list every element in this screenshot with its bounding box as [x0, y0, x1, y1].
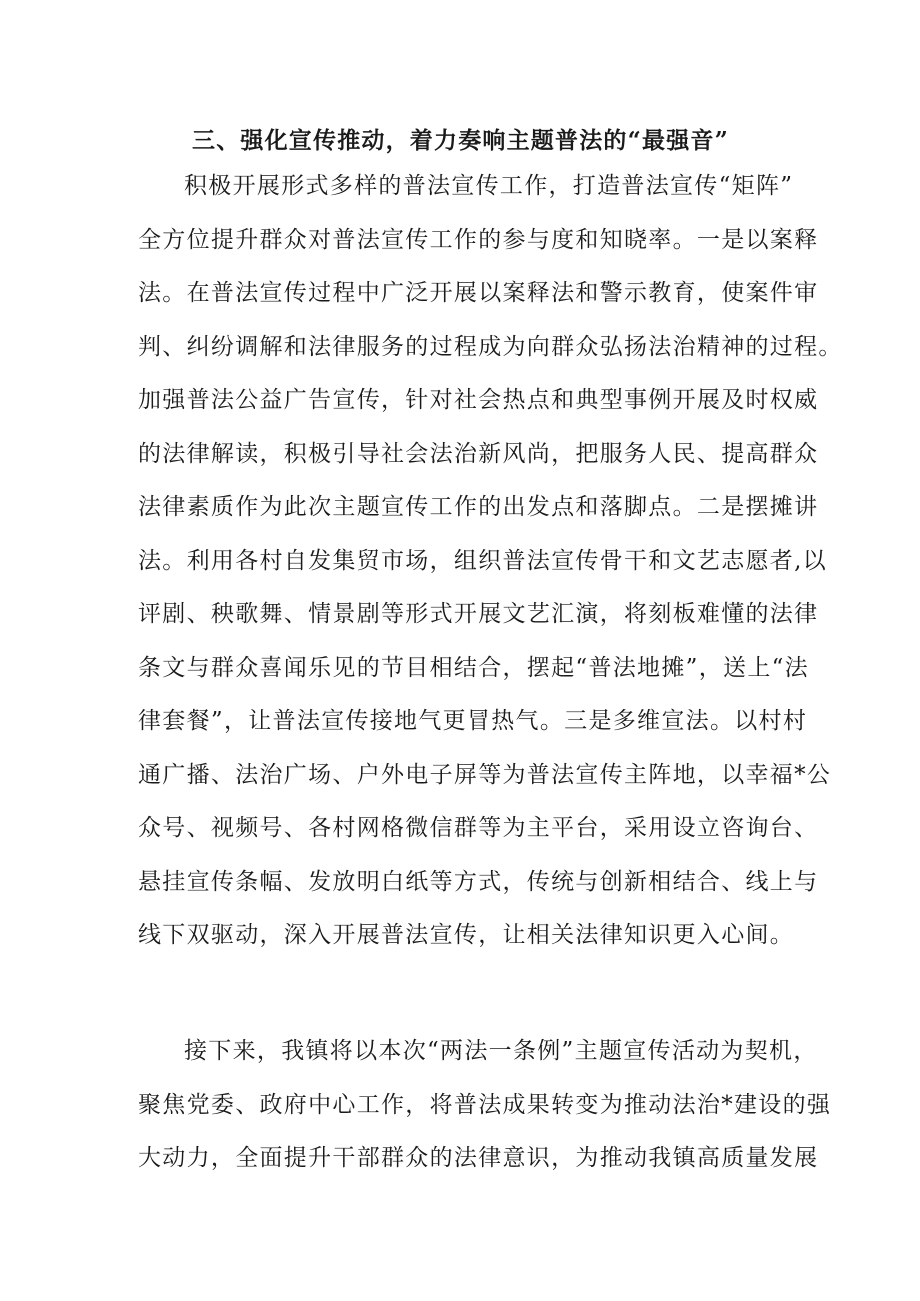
paragraph-line: 众号、视频号、各村网格微信群等为主平台，采用设立咨询台、	[138, 815, 819, 841]
paragraph-line: 加强普法公益广告宣传，针对社会热点和典型事例开展及时权威	[138, 387, 819, 413]
paragraph-line: 评剧、秧歌舞、情景剧等形式开展文艺汇演，将刻板难懂的法律	[138, 601, 819, 627]
paragraph-line: 悬挂宣传条幅、发放明白纸等方式，传统与创新相结合、线上与	[138, 868, 819, 895]
paragraph-line: 法。在普法宣传过程中广泛开展以案释法和警示教育，使案件审	[138, 280, 819, 306]
paragraph-2	[138, 1025, 832, 1186]
paragraph-line: 积极开展形式多样的普法宣传工作，打造普法宣传“矩阵”	[184, 173, 794, 199]
paragraph-line: 法。利用各村自发集贸市场，组织普法宣传骨干和文艺志愿者,以	[138, 547, 828, 574]
paragraph-line: 判、纠纷调解和法律服务的过程成为向群众弘扬法治精神的过程。	[138, 333, 843, 360]
section-heading: 三、强化宣传推动，着力奏响主题普法的“最强音”	[192, 127, 730, 154]
paragraph-line: 线下双驱动，深入开展普法宣传，让相关法律知识更入心间。	[138, 922, 795, 948]
paragraph-line: 通广播、法治广场、户外电子屏等为普法宣传主阵地，以幸福*公	[138, 761, 832, 788]
paragraph-line: 的法律解读，积极引导社会法治新风尚，把服务人民、提高群众	[138, 440, 819, 467]
paragraph-1	[138, 160, 843, 963]
paragraph-line: 律套餐”，让普法宣传接地气更冒热气。三是多维宣法。以村村	[138, 708, 808, 734]
paragraph-line: 法律素质作为此次主题宣传工作的出发点和落脚点。二是摆摊讲	[138, 494, 819, 520]
paragraph-line: 聚焦党委、政府中心工作，将普法成果转变为推动法治*建设的强	[138, 1091, 832, 1118]
paragraph-line: 全方位提升群众对普法宣传工作的参与度和知晓率。一是以案释	[138, 226, 819, 253]
paragraph-line: 条文与群众喜闻乐见的节目相结合，摆起“普法地摊”，送上“法	[138, 654, 809, 681]
paragraph-line: 接下来，我镇将以本次“两法一条例”主题宣传活动为契机，	[184, 1038, 818, 1064]
paragraph-line: 大动力，全面提升干部群众的法律意识，为推动我镇高质量发展	[138, 1145, 819, 1171]
